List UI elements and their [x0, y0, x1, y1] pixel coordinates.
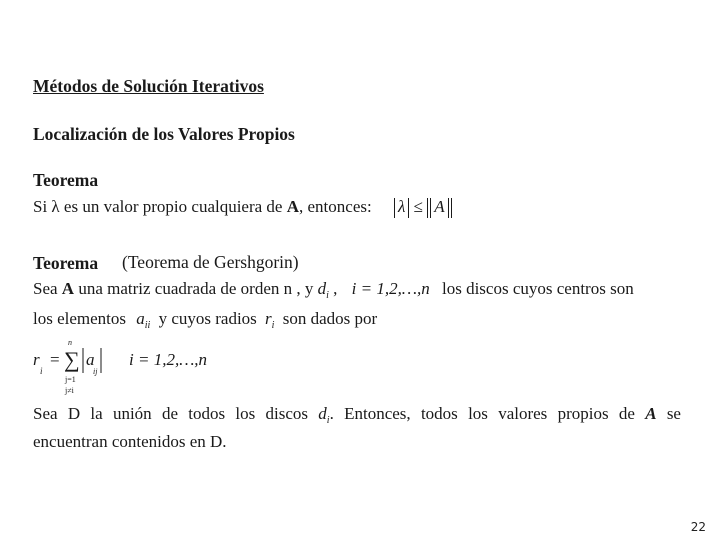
- text: una matriz cuadrada de orden n , y: [74, 279, 318, 298]
- radius-symbol: r: [265, 309, 272, 328]
- theorem-2-conclusion-end: encuentran contenidos en D.: [33, 432, 227, 451]
- text: Sea D la unión de todos los discos: [33, 404, 319, 423]
- norm-bar: [451, 198, 452, 218]
- theorem-2-conclusion: [33, 404, 681, 424]
- disc-subscript: i: [326, 290, 329, 301]
- text: los elementos: [33, 309, 131, 328]
- formula-equals: =: [50, 350, 60, 369]
- abs-bar: [408, 198, 409, 218]
- spectral-bound-formula: [394, 197, 452, 216]
- norm-bar: [448, 198, 449, 218]
- text: ,: [328, 279, 338, 298]
- formula-index-range: i = 1,2,…,n: [129, 350, 208, 369]
- formula-r-subscript: i: [40, 366, 43, 376]
- text: Sea: [33, 279, 62, 298]
- lambda-symbol: λ: [397, 197, 406, 216]
- theorem-2-heading: Teorema: [33, 253, 99, 273]
- page-title: Métodos de Solución Iterativos: [33, 76, 264, 96]
- theorem-2-line-1: [33, 279, 634, 299]
- gershgorin-radius-formula: [30, 338, 290, 400]
- sum-condition: j≠i: [65, 386, 74, 395]
- radius-subscript: i: [271, 320, 275, 331]
- norm-a-symbol: A: [434, 197, 445, 216]
- matrix-a-symbol: A: [645, 404, 657, 423]
- section-heading: Localización de los Valores Propios: [33, 124, 295, 144]
- text: son dados por: [278, 309, 378, 328]
- text: los discos cuyos centros son: [437, 279, 634, 298]
- formula-a-subscript: ij: [93, 367, 98, 376]
- disc-subscript: i: [326, 415, 330, 426]
- theorem-1-heading: Teorema: [33, 170, 99, 190]
- text: y cuyos radios: [154, 309, 262, 328]
- theorem-2-subtitle: (Teorema de Gershgorin): [122, 252, 299, 272]
- sum-lower-limit: j=1: [65, 375, 76, 384]
- theorem-1-text-end: , entonces:: [299, 197, 372, 216]
- disc-symbol: d: [317, 279, 327, 298]
- sum-upper-limit: n: [68, 338, 72, 347]
- sum-symbol: ∑: [64, 347, 80, 372]
- theorem-1-statement: [33, 197, 452, 218]
- diag-element-symbol: a: [136, 309, 145, 328]
- matrix-a-symbol: A: [286, 197, 300, 216]
- leq-symbol: ≤: [413, 197, 423, 216]
- theorem-1-text: Si λ es un valor propio cualquiera de: [33, 197, 287, 216]
- text: . Entonces, todos los valores propios de: [329, 404, 646, 423]
- theorem-2-line-2: [33, 309, 377, 329]
- norm-bar: [427, 198, 428, 218]
- matrix-a-symbol: A: [61, 279, 75, 298]
- diag-element-subscript: ii: [144, 320, 151, 331]
- formula-r: r: [33, 350, 40, 369]
- text: se: [656, 404, 681, 423]
- disc-symbol: d: [318, 404, 327, 423]
- index-range: i = 1,2,…,n: [351, 279, 430, 298]
- page-number: 22: [690, 520, 706, 534]
- formula-a: a: [86, 350, 95, 369]
